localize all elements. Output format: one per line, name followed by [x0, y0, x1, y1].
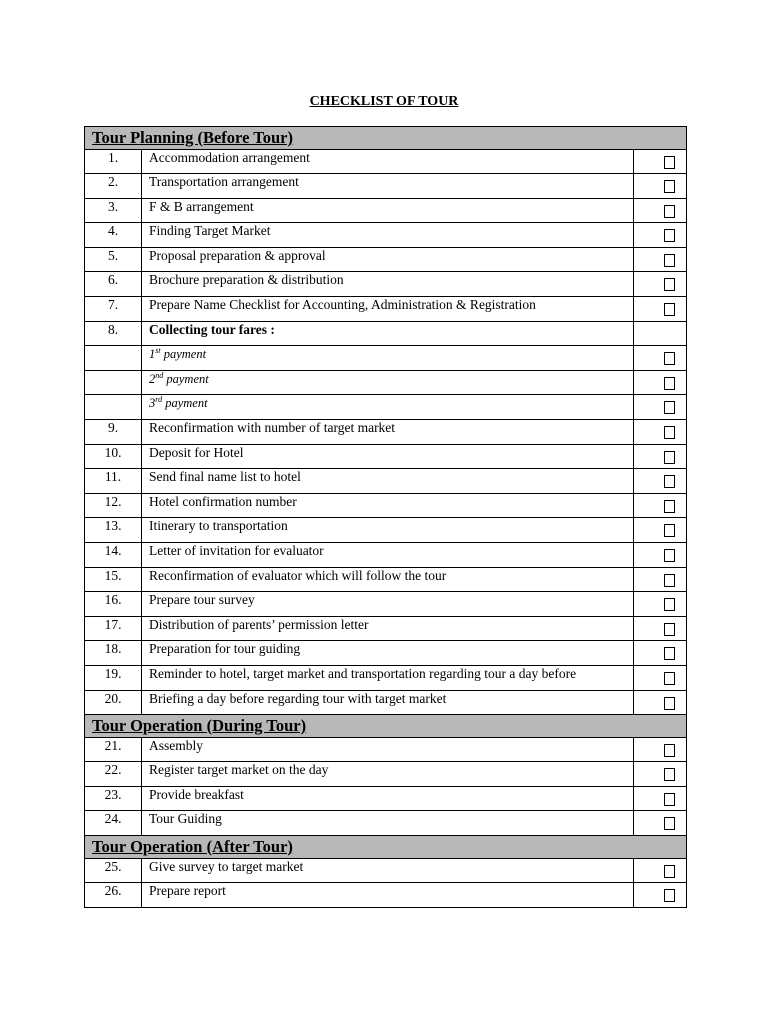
checkbox-cell	[634, 567, 687, 592]
checkbox-icon[interactable]	[664, 278, 675, 291]
item-number: 2.	[85, 174, 142, 199]
table-row	[85, 665, 687, 690]
task-cell	[142, 174, 634, 199]
table-row	[85, 616, 687, 641]
task-label: Preparation for tour guiding	[149, 641, 301, 657]
checkbox-icon[interactable]	[664, 524, 675, 537]
item-number: 22.	[85, 762, 142, 787]
item-number: 7.	[85, 297, 142, 322]
checkbox-icon[interactable]	[664, 623, 675, 636]
table-row	[85, 198, 687, 223]
task-cell	[142, 395, 634, 420]
task-cell	[142, 737, 634, 762]
table-row	[85, 641, 687, 666]
item-number: 18.	[85, 641, 142, 666]
table-row	[85, 567, 687, 592]
table-row	[85, 272, 687, 297]
item-number: 10.	[85, 444, 142, 469]
checkbox-cell	[634, 198, 687, 223]
checkbox-icon[interactable]	[664, 205, 675, 218]
task-cell	[142, 543, 634, 568]
section-header-cell	[85, 715, 687, 738]
task-label: Hotel confirmation number	[149, 493, 297, 509]
checkbox-cell	[634, 469, 687, 494]
task-cell	[142, 616, 634, 641]
checkbox-icon[interactable]	[664, 426, 675, 439]
checkbox-icon[interactable]	[664, 303, 675, 316]
table-row	[85, 247, 687, 272]
table-row	[85, 420, 687, 445]
checkbox-cell	[634, 247, 687, 272]
ordinal-suffix: nd	[155, 370, 164, 380]
checkbox-cell	[634, 370, 687, 395]
item-number	[85, 346, 142, 371]
section-header	[85, 836, 687, 859]
task-cell	[142, 786, 634, 811]
checkbox-icon[interactable]	[664, 180, 675, 193]
table-row	[85, 811, 687, 836]
table-row	[85, 737, 687, 762]
item-number	[85, 370, 142, 395]
checkbox-cell	[634, 444, 687, 469]
task-label: Deposit for Hotel	[149, 444, 244, 460]
item-number: 5.	[85, 247, 142, 272]
item-number: 3.	[85, 198, 142, 223]
checkbox-cell	[634, 592, 687, 617]
checkbox-icon[interactable]	[664, 865, 675, 878]
checkbox-cell	[634, 395, 687, 420]
task-cell	[142, 297, 634, 322]
section-header	[85, 715, 687, 738]
table-row	[85, 174, 687, 199]
item-number: 15.	[85, 567, 142, 592]
task-cell	[142, 883, 634, 908]
checkbox-icon[interactable]	[664, 500, 675, 513]
task-cell	[142, 665, 634, 690]
checkbox-icon[interactable]	[664, 401, 675, 414]
task-label: Briefing a day before regarding tour with target market	[149, 690, 447, 706]
checkbox-cell	[634, 811, 687, 836]
item-number: 1.	[85, 149, 142, 174]
checkbox-cell	[634, 786, 687, 811]
item-number: 13.	[85, 518, 142, 543]
checkbox-icon[interactable]	[664, 647, 675, 660]
table-row	[85, 858, 687, 883]
section-heading: Tour Operation (During Tour)	[92, 715, 307, 735]
task-label: Letter of invitation for evaluator	[149, 543, 324, 558]
table-row	[85, 543, 687, 568]
checkbox-icon[interactable]	[664, 229, 675, 242]
item-number: 16.	[85, 592, 142, 617]
checkbox-cell	[634, 321, 687, 346]
task-label: Finding Target Market	[149, 223, 271, 239]
table-row	[85, 592, 687, 617]
checkbox-cell	[634, 543, 687, 568]
task-cell	[142, 858, 634, 883]
task-cell	[142, 690, 634, 715]
payment-ordinal: 1	[149, 347, 156, 362]
task-label: payment	[162, 396, 208, 411]
table-row	[85, 297, 687, 322]
task-cell	[142, 592, 634, 617]
checkbox-icon[interactable]	[664, 254, 675, 267]
task-label: Reconfirmation with number of target market	[149, 420, 396, 436]
task-cell	[142, 420, 634, 445]
item-number: 12.	[85, 493, 142, 518]
task-label: payment	[160, 347, 207, 362]
payment-ordinal: 2	[149, 372, 156, 386]
checkbox-icon[interactable]	[664, 156, 675, 169]
checkbox-icon[interactable]	[664, 889, 675, 902]
task-label: Give survey to target market	[149, 858, 304, 874]
checkbox-cell	[634, 223, 687, 248]
checkbox-cell	[634, 762, 687, 787]
checkbox-cell	[634, 297, 687, 322]
ordinal-suffix: st	[155, 346, 161, 356]
checkbox-cell	[634, 518, 687, 543]
task-cell	[142, 149, 634, 174]
checkbox-cell	[634, 665, 687, 690]
task-label: Provide breakfast	[149, 786, 244, 802]
item-number: 25.	[85, 858, 142, 883]
task-cell	[142, 518, 634, 543]
payment-ordinal: 3	[149, 396, 156, 411]
table-row	[85, 321, 687, 346]
table-row	[85, 883, 687, 908]
task-label: Assembly	[149, 737, 203, 753]
checkbox-icon[interactable]	[664, 793, 675, 806]
item-number: 6.	[85, 272, 142, 297]
task-cell	[142, 370, 634, 395]
checkbox-icon[interactable]	[664, 549, 675, 562]
checkbox-cell	[634, 690, 687, 715]
checkbox-cell	[634, 149, 687, 174]
checkbox-icon[interactable]	[664, 352, 675, 365]
task-cell	[142, 811, 634, 836]
section-header	[85, 127, 687, 150]
task-label: Accommodation arrangement	[149, 149, 310, 165]
checkbox-cell	[634, 883, 687, 908]
item-number: 17.	[85, 616, 142, 641]
table-row	[85, 346, 687, 371]
task-cell	[142, 198, 634, 223]
task-cell	[142, 762, 634, 787]
checkbox-icon[interactable]	[664, 672, 675, 685]
task-label: Collecting tour fares :	[149, 321, 275, 337]
table-row	[85, 690, 687, 715]
item-number: 4.	[85, 223, 142, 248]
section-header-cell	[85, 127, 687, 150]
table-row	[85, 444, 687, 469]
table-row	[85, 762, 687, 787]
task-label: F & B arrangement	[149, 198, 254, 214]
task-cell	[142, 247, 634, 272]
checklist-table	[84, 126, 687, 908]
task-cell	[142, 567, 634, 592]
item-number: 9.	[85, 420, 142, 445]
task-label: Distribution of parents’ permission letter	[149, 616, 369, 632]
section-header-cell	[85, 836, 687, 859]
item-number: 20.	[85, 690, 142, 715]
task-cell	[142, 469, 634, 494]
item-number: 26.	[85, 883, 142, 908]
item-number: 8.	[85, 321, 142, 346]
item-number: 21.	[85, 737, 142, 762]
task-label: Itinerary to transportation	[149, 518, 288, 534]
section-heading: Tour Operation (After Tour)	[92, 836, 293, 856]
checkbox-icon[interactable]	[664, 697, 675, 710]
document-title: CHECKLIST OF TOUR	[309, 94, 459, 109]
checkbox-icon[interactable]	[664, 598, 675, 611]
item-number: 11.	[85, 469, 142, 494]
checkbox-cell	[634, 641, 687, 666]
checkbox-icon[interactable]	[664, 744, 675, 757]
task-cell	[142, 223, 634, 248]
table-row	[85, 223, 687, 248]
checkbox-cell	[634, 420, 687, 445]
item-number: 14.	[85, 543, 142, 568]
checkbox-icon[interactable]	[664, 768, 675, 781]
task-label: Tour Guiding	[149, 811, 222, 827]
task-label: Prepare report	[149, 883, 226, 899]
checkbox-cell	[634, 737, 687, 762]
table-row	[85, 395, 687, 420]
item-number: 19.	[85, 665, 142, 690]
checkbox-icon[interactable]	[664, 451, 675, 464]
checkbox-icon[interactable]	[664, 574, 675, 587]
table-row	[85, 370, 687, 395]
table-row	[85, 493, 687, 518]
item-number: 23.	[85, 786, 142, 811]
task-label: Prepare tour survey	[149, 592, 255, 608]
checkbox-cell	[634, 493, 687, 518]
task-cell	[142, 493, 634, 518]
task-cell	[142, 346, 634, 371]
checkbox-cell	[634, 346, 687, 371]
checkbox-cell	[634, 858, 687, 883]
task-cell	[142, 641, 634, 666]
task-cell	[142, 321, 634, 346]
table-row	[85, 149, 687, 174]
checkbox-icon[interactable]	[664, 817, 675, 830]
item-number	[85, 395, 142, 420]
checkbox-cell	[634, 174, 687, 199]
task-label: Proposal preparation & approval	[149, 247, 326, 263]
task-label: Reminder to hotel, target market and transportation regarding tour a day before	[149, 665, 577, 681]
task-label: Send final name list to hotel	[149, 469, 301, 485]
task-label: Register target market on the day	[149, 762, 329, 778]
task-label: payment	[163, 372, 209, 386]
task-label: Reconfirmation of evaluator which will follow the tour	[149, 567, 447, 583]
item-number: 24.	[85, 811, 142, 836]
checkbox-cell	[634, 272, 687, 297]
task-label: Brochure preparation & distribution	[149, 272, 344, 288]
checkbox-icon[interactable]	[664, 377, 675, 390]
table-row	[85, 469, 687, 494]
table-row	[85, 518, 687, 543]
task-cell	[142, 444, 634, 469]
table-row	[85, 786, 687, 811]
checkbox-icon[interactable]	[664, 475, 675, 488]
ordinal-suffix: rd	[155, 395, 163, 405]
task-label: Prepare Name Checklist for Accounting, Administration & Registration	[149, 297, 536, 313]
task-label: Transportation arrangement	[149, 174, 299, 190]
checkbox-cell	[634, 616, 687, 641]
task-cell	[142, 272, 634, 297]
section-heading: Tour Planning (Before Tour)	[92, 127, 293, 147]
